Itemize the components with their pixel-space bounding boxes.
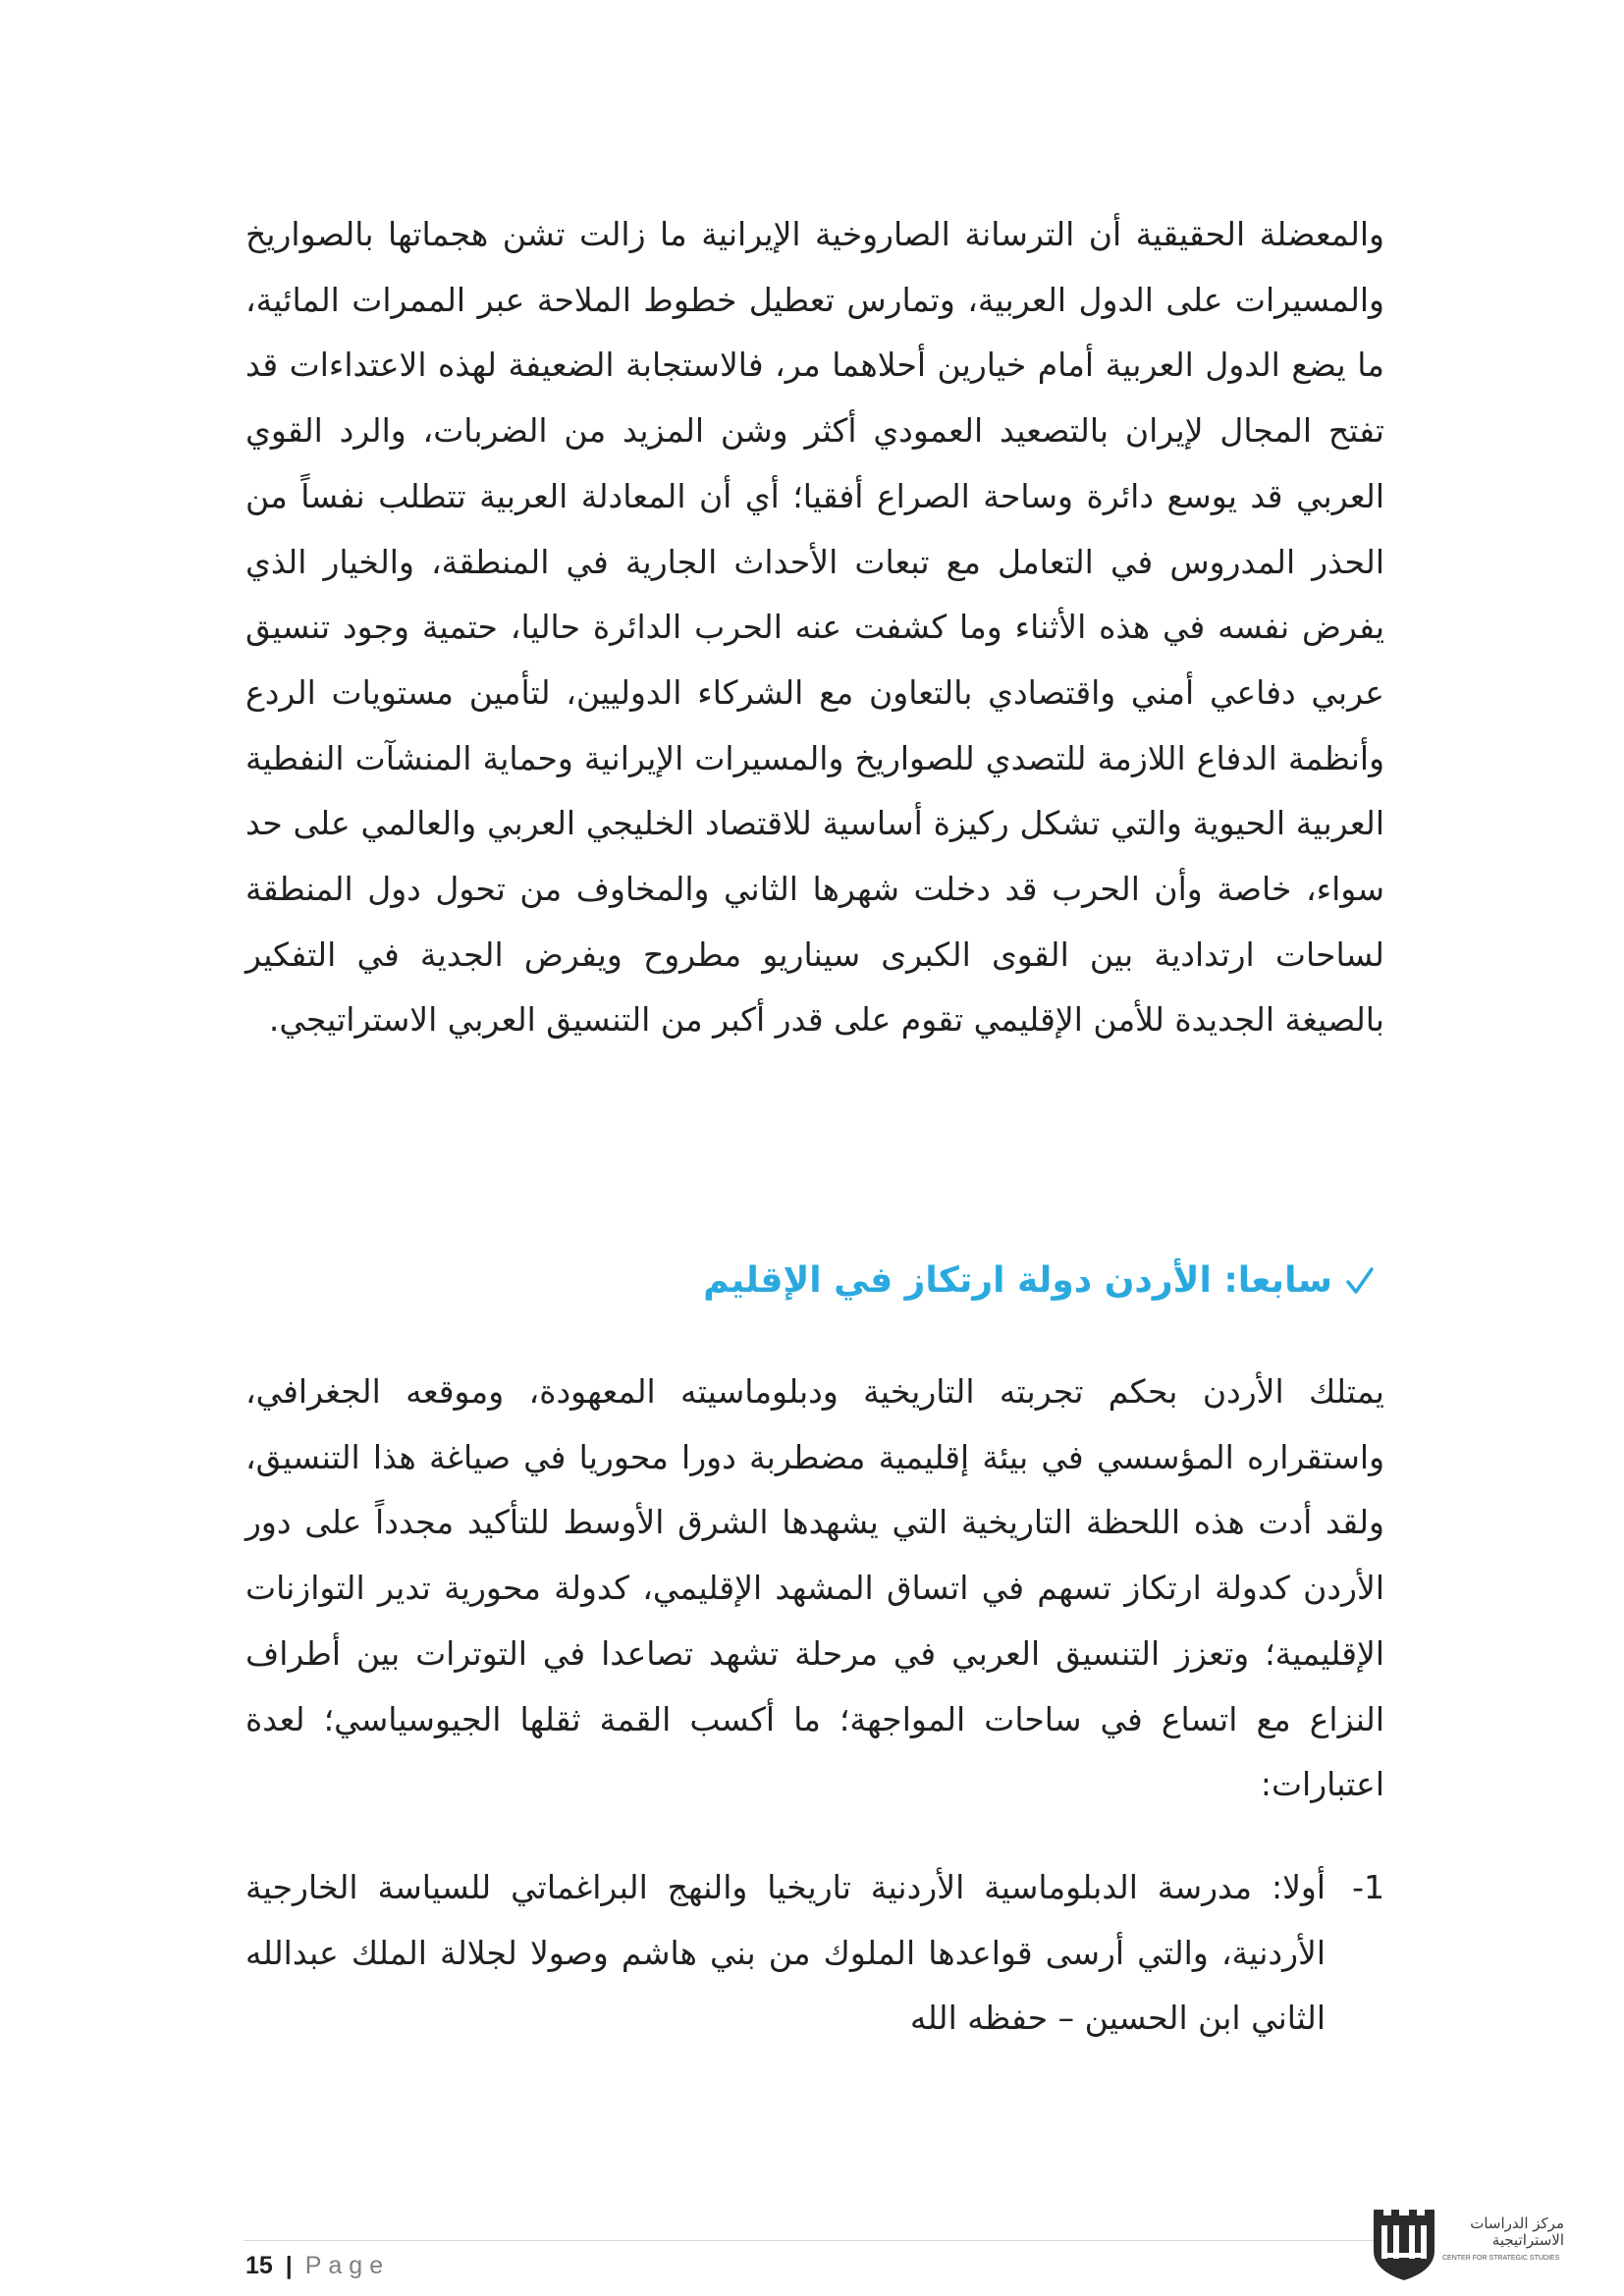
paragraph-2-text: يمتلك الأردن بحكم تجربته التاريخية ودبلوماسيته المعهودة، وموقعه الجغرافي، واستقراره المؤسسي في بيئة إقليمية مضطربة دورا محوريا في صياغة هذا التنسيق، ولقد أدت هذه اللحظة التاريخية التي يشهدها الشرق الأوسط للتأكيد مجدداً على دور الأردن كدولة ارتكاز تسهم في اتساق المشهد الإقليمي، كدولة محورية تدير التوازنات الإقليمية؛ وتعزز التنسيق العربي في مرحلة تشهد تصاعدا في التوترات بين أطراف النزاع مع اتساع في ساحات المواجهة؛ ما أكسب القمة ثقلها الجيوسياسي؛ لعدة اعتبارات:	[245, 1372, 1384, 1804]
list-item	[245, 1855, 1384, 2052]
section-heading	[703, 1260, 1374, 1301]
footer-divider	[244, 2240, 1387, 2241]
page-separator: |	[285, 2252, 293, 2279]
section-heading-text: سابعا: الأردن دولة ارتكاز في الإقليم	[703, 1260, 1332, 1301]
body-paragraph-1	[245, 202, 1384, 1053]
numbered-list	[245, 1855, 1384, 2052]
logo-line-1: مركز الدراسات	[1470, 2215, 1564, 2232]
list-marker: 1-	[1352, 1868, 1384, 1906]
check-icon	[1346, 1266, 1374, 1296]
castle-emblem-icon	[1370, 2206, 1438, 2282]
page-number: 15	[245, 2252, 273, 2279]
paragraph-1-text: والمعضلة الحقيقية أن الترسانة الصاروخية الإيرانية ما زالت تشن هجماتها بالصواريخ والمسيرات على الدول العربية، وتمارس تعطيل خطوط الملاحة عبر الممرات المائية، ما يضع الدول العربية أمام خيارين أحلاهما مر، فالاستجابة الضعيفة لهذه الاعتداءات قد تفتح المجال لإيران بالتصعيد العمودي أكثر وشن المزيد من الضربات، والرد القوي العربي قد يوسع دائرة وساحة الصراع أفقيا؛ أي أن المعادلة العربية تتطلب نفساً من الحذر المدروس في التعامل مع تبعات الأحداث الجارية في المنطقة، والخيار الذي يفرض نفسه في هذه الأثناء وما كشفت عنه الحرب الدائرة حاليا، حتمية وجود تنسيق عربي دفاعي أمني واقتصادي بالتعاون مع الشركاء الدوليين، لتأمين مستويات الردع وأنظمة الدفاع اللازمة للتصدي للصواريخ والمسيرات الإيرانية وحماية المنشآت النفطية العربية الحيوية والتي تشكل ركيزة أساسية للاقتصاد الخليجي العربي والعالمي على حد سواء، خاصة وأن الحرب قد دخلت شهرها الثاني والمخاوف من تحول دول المنطقة لساحات ارتدادية بين القوى الكبرى سيناريو مطروح ويفرض الجدية في التفكير بالصيغة الجديدة للأمن الإقليمي تقوم على قدر أكبر من التنسيق العربي الاستراتيجي.	[245, 215, 1384, 1040]
page-footer	[245, 2252, 390, 2280]
page-label: Page	[304, 2252, 391, 2279]
logo-text	[1442, 2216, 1564, 2249]
body-paragraph-2	[245, 1360, 1384, 1818]
logo-subtitle: CENTER FOR STRATEGIC STUDIES	[1442, 2255, 1560, 2262]
logo-line-2: الاستراتيجية	[1491, 2231, 1564, 2249]
list-item-text: أولا: مدرسة الدبلوماسية الأردنية تاريخيا والنهج البراغماتي للسياسة الخارجية الأردنية، والتي أرسى قواعدها الملوك من بني هاشم وصولا لجلالة الملك عبدالله الثاني ابن الحسين – حفظه الله	[245, 1868, 1326, 2038]
center-logo	[1370, 2206, 1566, 2284]
